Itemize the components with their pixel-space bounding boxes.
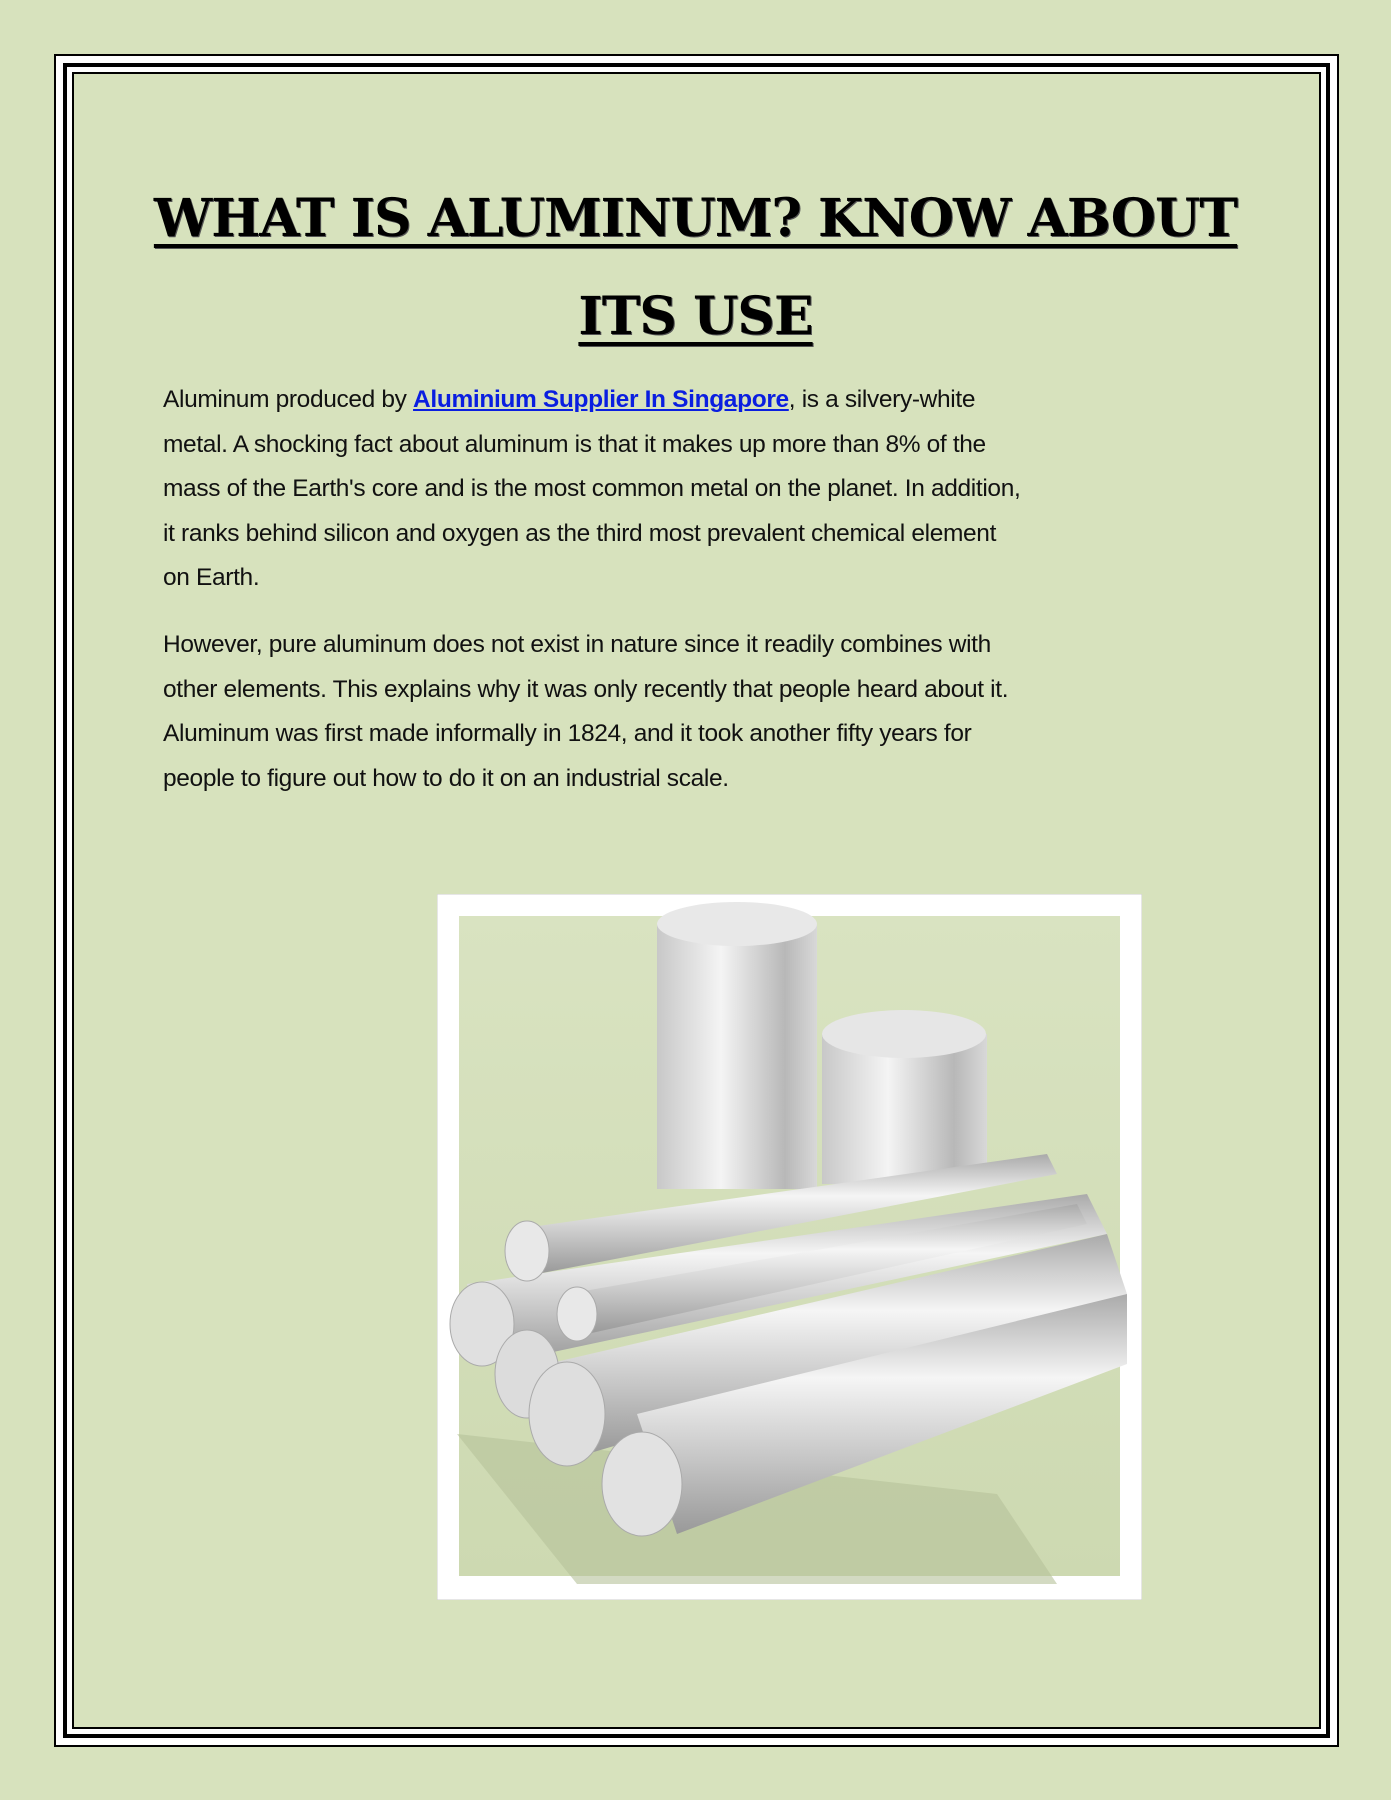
- text-line: Aluminum was first made informally in 1824, and it took another fifty years for: [163, 720, 972, 748]
- text-line: other elements. This explains why it was only recently that people heard about it.: [163, 675, 1009, 703]
- supplier-link[interactable]: Aluminium Supplier In Singapore: [413, 386, 789, 413]
- paragraph-1: [163, 378, 1273, 601]
- text-line: metal. A shocking fact about aluminum is that it makes up more than 8% of the: [163, 430, 986, 458]
- text: , is a silvery-white: [788, 386, 976, 413]
- text: Aluminum produced by: [163, 386, 414, 413]
- aluminum-bars-image: [437, 894, 1142, 1600]
- page-title: [0, 170, 1391, 366]
- text-line: However, pure aluminum does not exist in nature since it readily combines with: [163, 631, 991, 658]
- text-line: mass of the Earth's core and is the most common metal on the planet. In addition,: [163, 475, 1021, 503]
- text-line: people to figure out how to do it on an industrial scale.: [163, 764, 729, 792]
- title-line-1: WHAT IS ALUMINUM? KNOW ABOUT: [153, 188, 1238, 249]
- paragraph-2: [163, 623, 1273, 801]
- title-line-2: ITS USE: [578, 286, 813, 347]
- text-line: it ranks behind silicon and oxygen as the third most prevalent chemical element: [163, 519, 997, 547]
- text-line: on Earth.: [163, 564, 260, 592]
